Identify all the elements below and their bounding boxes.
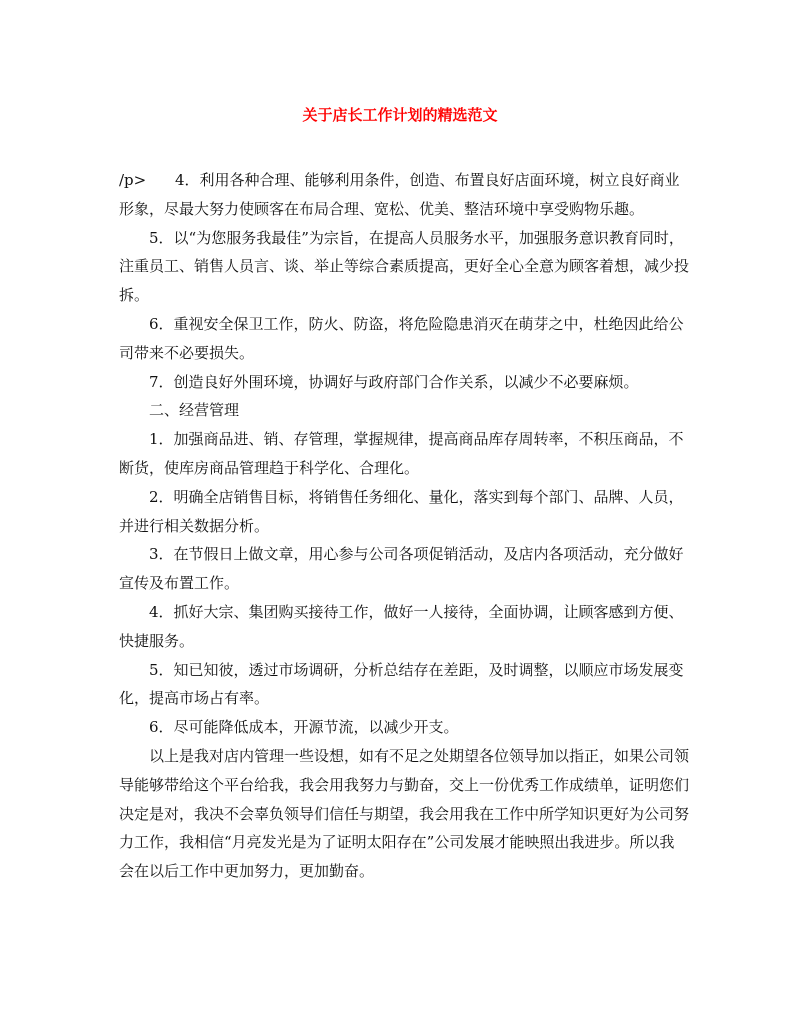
paragraph-3: 6．重视安全保卫工作，防火、防盗，将危险隐患消灭在萌芽之中，杜绝因此给公司带来不必要损失。 [119,314,684,362]
paragraph-7: 2．明确全店销售目标，将销售任务细化、量化，落实到每个部门、品牌、人员，并进行相关数据分析。 [119,487,684,535]
paragraph-1 [119,166,689,224]
document-title: 关于店长工作计划的精选范文 [302,106,498,124]
paragraph-9: 4．抓好大宗、集团购买接待工作，做好一人接待，全面协调，让顾客感到方便、快捷服务。 [119,602,684,650]
paragraph-6: 1．加强商品进、销、存管理，掌握规律，提高商品库存周转率，不积压商品，不断货，使库房商品管理趋于科学化、合理化。 [119,430,684,477]
section-heading: 二、经营管理 [149,401,240,420]
paragraph-4: 7．创造良好外围环境，协调好与政府部门合作关系，以减少不必要麻烦。 [149,372,639,391]
document-body [119,166,689,886]
closing-paragraph: 以上是我对店内管理一些设想，如有不足之处期望各位领导加以指正，如果公司领导能够带给这个平台给我，我会用我努力与勤奋，交上一份优秀工作成绩单，证明您们决定是对，我决不会辜负领导们信任与期望，我会用我在工作中所学知识更好为公司努力工作，我相信“月亮发光是为了证明太阳存在”公司发展才能映照出我进步。所以我会在以后工作中更加努力，更加勤奋。 [119,746,690,881]
paragraph-10: 5．知已知彼，透过市场调研，分析总结存在差距，及时调整，以顺应市场发展变化，提高市场占有率。 [119,660,684,708]
paragraph-2: 5．以“为您服务我最佳”为宗旨，在提高人员服务水平，加强服务意识教育同时，注重员工、销售人员言、谈、举止等综合素质提高，更好全心全意为顾客着想，减少投拆。 [119,228,690,305]
paragraph-text: 4．利用各种合理、能够利用条件，创造、布置良好店面环境，树立良好商业形象，尽最大努力使顾客在布局合理、宽松、优美、整洁环境中享受购物乐趣。 [119,171,680,218]
html-fragment: /p> [119,171,147,189]
paragraph-8: 3．在节假日上做文章，用心参与公司各项促销活动，及店内各项活动，充分做好宣传及布置工作。 [119,545,684,593]
paragraph-11: 6．尽可能降低成本，开源节流，以减少开支。 [149,718,459,737]
